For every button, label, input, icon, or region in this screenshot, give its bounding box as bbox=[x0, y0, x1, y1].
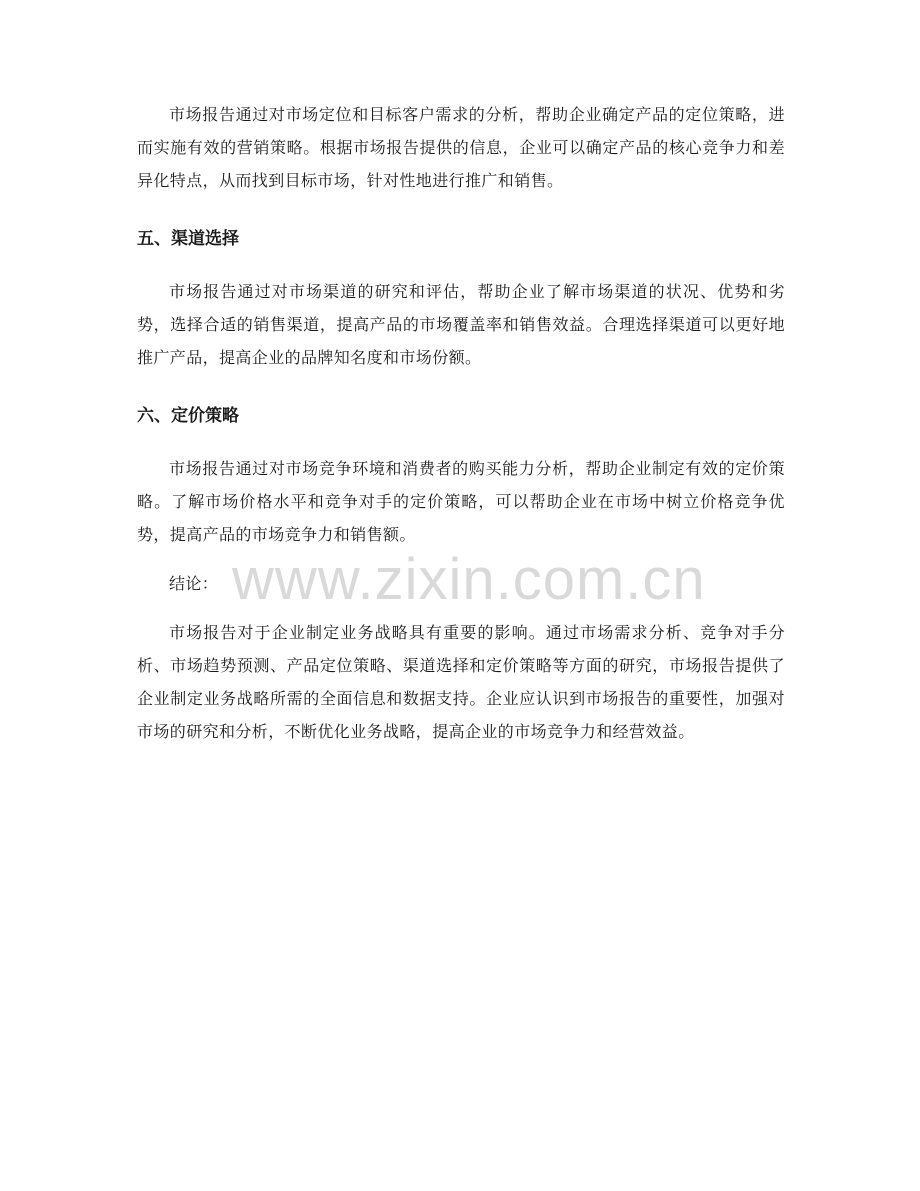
section-6-paragraph: 市场报告通过对市场竞争环境和消费者的购买能力分析，帮助企业制定有效的定价策略。了解市场价格水平和竞争对手的定价策略，可以帮助企业在市场中树立价格竞争优势，提高产品的市场竞争力和销售额。 bbox=[137, 459, 785, 544]
conclusion-label: 结论： bbox=[169, 574, 219, 593]
intro-paragraph: 市场报告通过对市场定位和目标客户需求的分析，帮助企业确定产品的定位策略，进而实施有效的营销策略。根据市场报告提供的信息，企业可以确定产品的核心竞争力和差异化特点，从而找到目标市场，针对性地进行推广和销售。 bbox=[137, 105, 785, 190]
section-6-heading: 六、定价策略 bbox=[137, 406, 239, 426]
document-body bbox=[137, 98, 785, 748]
section-5-paragraph: 市场报告通过对市场渠道的研究和评估，帮助企业了解市场渠道的状况、优势和劣势，选择合适的销售渠道，提高产品的市场覆盖率和销售效益。合理选择渠道可以更好地推广产品，提高企业的品牌知名度和市场份额。 bbox=[137, 282, 785, 367]
conclusion-paragraph: 市场报告对于企业制定业务战略具有重要的影响。通过市场需求分析、竞争对手分析、市场趋势预测、产品定位策略、渠道选择和定价策略等方面的研究，市场报告提供了企业制定业务战略所需的全面信息和数据支持。企业应认识到市场报告的重要性，加强对市场的研究和分析，不断优化业务战略，提高企业的市场竞争力和经营效益。 bbox=[137, 623, 785, 741]
watermark: www.zixin.com.cn bbox=[232, 547, 706, 612]
section-5-heading: 五、渠道选择 bbox=[137, 229, 239, 249]
